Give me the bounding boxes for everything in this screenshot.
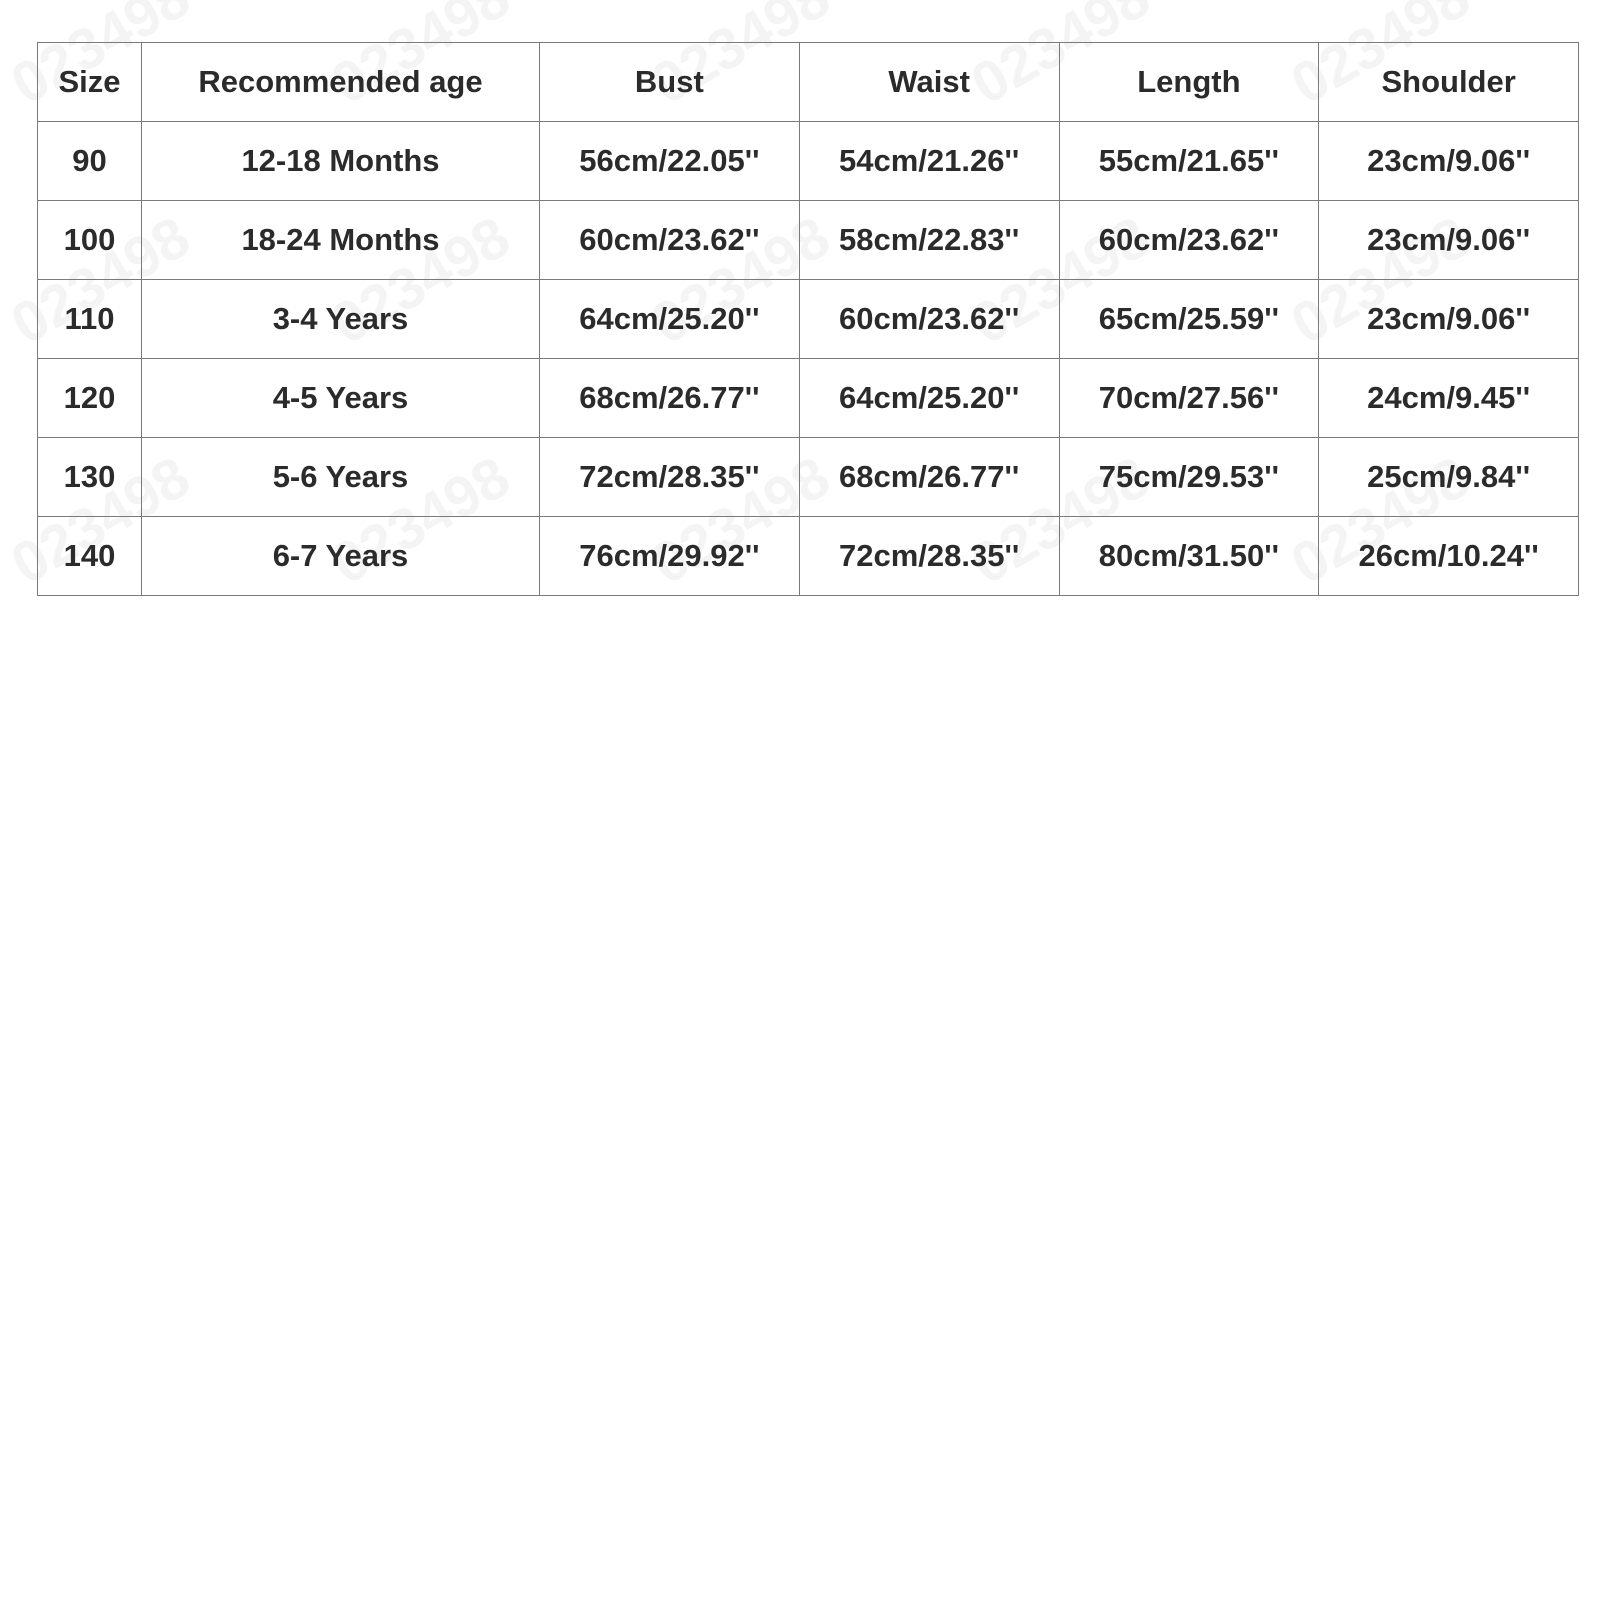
cell-length: 70cm/27.56'' <box>1059 359 1319 438</box>
table-header-row <box>38 43 1579 122</box>
cell-shoulder: 23cm/9.06'' <box>1319 122 1579 201</box>
cell-bust: 68cm/26.77'' <box>540 359 800 438</box>
header-shoulder: Shoulder <box>1319 43 1579 122</box>
table-row <box>38 517 1579 596</box>
cell-waist: 68cm/26.77'' <box>799 438 1059 517</box>
cell-size: 90 <box>38 122 142 201</box>
header-size: Size <box>38 43 142 122</box>
cell-length: 55cm/21.65'' <box>1059 122 1319 201</box>
cell-size: 130 <box>38 438 142 517</box>
cell-length: 65cm/25.59'' <box>1059 280 1319 359</box>
cell-waist: 64cm/25.20'' <box>799 359 1059 438</box>
cell-bust: 60cm/23.62'' <box>540 201 800 280</box>
cell-recommended-age: 3-4 Years <box>142 280 540 359</box>
cell-shoulder: 23cm/9.06'' <box>1319 280 1579 359</box>
cell-size: 140 <box>38 517 142 596</box>
table-row <box>38 359 1579 438</box>
header-waist: Waist <box>799 43 1059 122</box>
cell-waist: 54cm/21.26'' <box>799 122 1059 201</box>
cell-bust: 56cm/22.05'' <box>540 122 800 201</box>
table-row <box>38 438 1579 517</box>
cell-waist: 60cm/23.62'' <box>799 280 1059 359</box>
size-chart-table <box>37 42 1579 596</box>
table-row <box>38 201 1579 280</box>
cell-shoulder: 23cm/9.06'' <box>1319 201 1579 280</box>
cell-recommended-age: 4-5 Years <box>142 359 540 438</box>
cell-length: 75cm/29.53'' <box>1059 438 1319 517</box>
cell-bust: 76cm/29.92'' <box>540 517 800 596</box>
header-length: Length <box>1059 43 1319 122</box>
cell-recommended-age: 5-6 Years <box>142 438 540 517</box>
cell-shoulder: 26cm/10.24'' <box>1319 517 1579 596</box>
cell-waist: 72cm/28.35'' <box>799 517 1059 596</box>
cell-size: 120 <box>38 359 142 438</box>
cell-recommended-age: 18-24 Months <box>142 201 540 280</box>
cell-bust: 72cm/28.35'' <box>540 438 800 517</box>
cell-bust: 64cm/25.20'' <box>540 280 800 359</box>
cell-size: 110 <box>38 280 142 359</box>
header-bust: Bust <box>540 43 800 122</box>
cell-length: 80cm/31.50'' <box>1059 517 1319 596</box>
cell-shoulder: 24cm/9.45'' <box>1319 359 1579 438</box>
cell-recommended-age: 12-18 Months <box>142 122 540 201</box>
cell-recommended-age: 6-7 Years <box>142 517 540 596</box>
header-recommended-age: Recommended age <box>142 43 540 122</box>
cell-length: 60cm/23.62'' <box>1059 201 1319 280</box>
table-row <box>38 280 1579 359</box>
cell-waist: 58cm/22.83'' <box>799 201 1059 280</box>
cell-shoulder: 25cm/9.84'' <box>1319 438 1579 517</box>
cell-size: 100 <box>38 201 142 280</box>
table-row <box>38 122 1579 201</box>
